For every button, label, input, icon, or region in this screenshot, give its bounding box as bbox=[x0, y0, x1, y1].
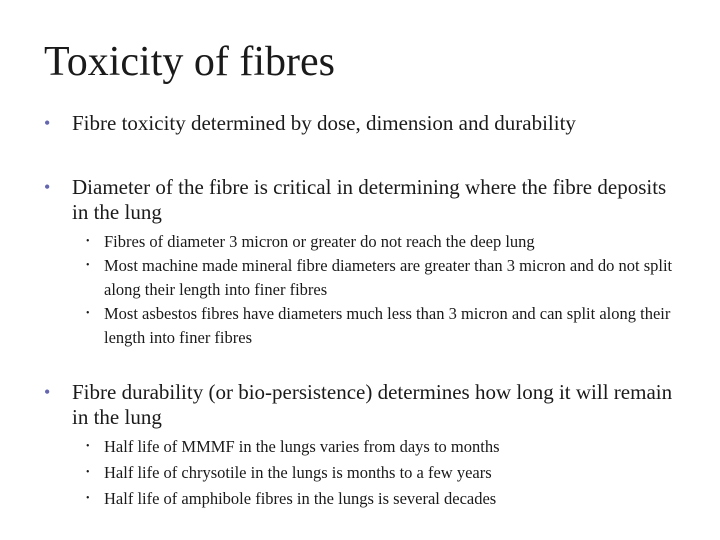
bullet-dot-icon: • bbox=[44, 382, 51, 402]
sub-bullet-dot-icon: • bbox=[86, 467, 90, 478]
bullet-dot-icon: • bbox=[44, 113, 51, 133]
sub-bullet-3-3 bbox=[86, 487, 686, 511]
bullet-text: Diameter of the fibre is critical in determining where the fibre deposits in the lung bbox=[72, 175, 667, 224]
sub-bullet-2-2 bbox=[86, 254, 686, 302]
sub-bullet-text: Most machine made mineral fibre diameters are greater than 3 micron and do not split along their length into finer fibres bbox=[104, 256, 673, 299]
sub-bullet-text: Fibres of diameter 3 micron or greater do not reach the deep lung bbox=[104, 232, 535, 251]
bullet-text: Fibre toxicity determined by dose, dimension and durability bbox=[72, 111, 576, 135]
bullet-text: Fibre durability (or bio-persistence) determines how long it will remain in the lung bbox=[72, 380, 673, 429]
sub-bullet-2-3 bbox=[86, 302, 686, 350]
bullet-dot-icon: • bbox=[44, 177, 51, 197]
sub-bullet-dot-icon: • bbox=[86, 260, 90, 271]
sub-bullet-text: Half life of MMMF in the lungs varies from days to months bbox=[104, 437, 500, 456]
sub-bullet-dot-icon: • bbox=[86, 236, 90, 247]
sub-bullet-text: Half life of chrysotile in the lungs is months to a few years bbox=[104, 463, 492, 482]
sub-bullet-dot-icon: • bbox=[86, 493, 90, 504]
sub-bullet-text: Half life of amphibole fibres in the lungs is several decades bbox=[104, 489, 497, 508]
slide-title: Toxicity of fibres bbox=[44, 39, 335, 85]
bullet-1 bbox=[44, 111, 684, 136]
bullet-2 bbox=[44, 175, 684, 225]
sub-bullet-dot-icon: • bbox=[86, 441, 90, 452]
sub-bullet-text: Most asbestos fibres have diameters much less than 3 micron and can split along their length into finer fibres bbox=[104, 304, 671, 347]
sub-bullet-3-1 bbox=[86, 435, 686, 459]
sub-bullet-3-2 bbox=[86, 461, 686, 485]
sub-bullet-2-1 bbox=[86, 230, 686, 254]
sub-bullet-dot-icon: • bbox=[86, 308, 90, 319]
bullet-3 bbox=[44, 380, 684, 430]
